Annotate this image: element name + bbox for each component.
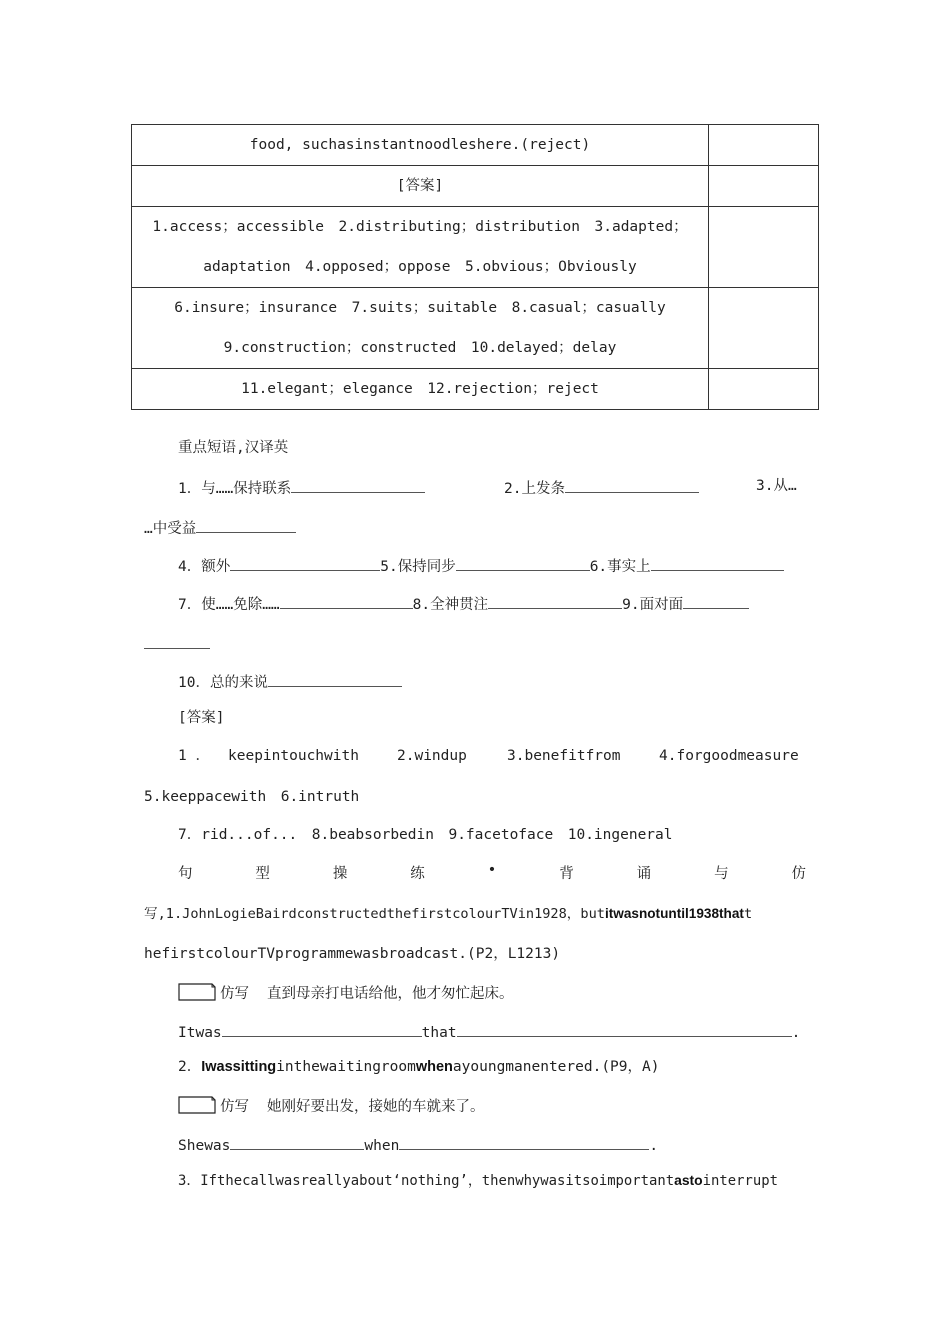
sentence-1-line2: hefirstcolourTVprogrammewasbroadcast.(P2，L1213)	[144, 946, 561, 962]
answer-blank[interactable]	[222, 1020, 422, 1037]
phrases-heading: 重点短语,汉译英	[178, 440, 289, 456]
answer-text: 2.windup	[397, 748, 467, 764]
table-cell-text: [答案]	[396, 178, 444, 194]
fill-row-1	[178, 1020, 800, 1043]
answer-text: 7．rid...of... 8.beabsorbedin 9.facetoface 10.ingeneral	[178, 827, 673, 843]
heading-char: 诵	[636, 866, 652, 882]
answer-blank[interactable]	[565, 476, 699, 493]
phrase-item	[178, 554, 784, 577]
answer-text: 5.keeppacewith 6.intruth	[144, 789, 360, 805]
fill-text: that	[421, 1025, 457, 1041]
sentence-2	[178, 1057, 659, 1077]
answer-text: 1 ．	[178, 748, 210, 764]
heading-char: 与	[714, 866, 729, 882]
table-cell-text: 6.insure；insurance 7.suits；suitable 8.casual；casually	[174, 300, 666, 316]
table-side-cell	[709, 125, 819, 166]
fill-text: Shewas	[178, 1138, 231, 1154]
phrase-text: 5.保持同步	[380, 559, 456, 575]
table-cell	[132, 288, 709, 369]
answer-label: [答案]	[178, 710, 225, 726]
answer-table	[131, 124, 819, 410]
heading-char: 型	[255, 866, 270, 882]
imitate-tag-icon	[178, 1096, 216, 1114]
fill-row-2	[178, 1133, 658, 1156]
answer-text: 4.forgoodmeasure	[659, 748, 799, 764]
imitate-tag-icon	[178, 983, 216, 1001]
phrase-text: 7．使……免除……	[178, 597, 280, 613]
phrase-text: …中受益	[144, 521, 197, 537]
table-row	[132, 369, 819, 410]
sentence-text: t	[743, 906, 753, 922]
imitate-row	[178, 983, 514, 1004]
table-cell	[132, 125, 709, 166]
answer-blank[interactable]	[280, 592, 413, 609]
table-cell-text: 9.construction；constructed 10.delayed；delay	[223, 340, 617, 356]
phrase-text: 6.事实上	[589, 559, 651, 575]
imitate-prompt: 直到母亲打电话给他，他才匆忙起床。	[267, 986, 514, 1002]
heading-char: •	[487, 862, 497, 878]
answer-blank[interactable]	[399, 1133, 649, 1150]
table-side-cell	[709, 288, 819, 369]
answer-blank[interactable]	[683, 592, 749, 609]
sentence-pattern: itwasnotuntil1938that	[604, 906, 744, 921]
sentence-pattern: Iwassitting	[201, 1059, 277, 1075]
phrase-item	[178, 476, 425, 499]
answer-blank[interactable]	[196, 516, 296, 533]
fill-text: .	[649, 1138, 659, 1154]
table-cell-text: food, suchasinstantnoodleshere.(reject)	[249, 137, 591, 153]
sentence-text: 2．	[178, 1059, 202, 1075]
answer-blank[interactable]	[230, 554, 380, 571]
sentence-text: 写,1.JohnLogieBairdconstructedthefirstcolourTVin1928，but	[144, 906, 605, 922]
heading-char: 操	[332, 866, 348, 882]
answer-blank[interactable]	[457, 1020, 792, 1037]
sentence-3	[178, 1170, 778, 1191]
table-cell-text: 1.access；accessible 2.distributing；distribution 3.adapted；	[152, 219, 688, 235]
heading-char: 仿	[791, 866, 806, 882]
sentence-text: interrupt	[702, 1173, 778, 1189]
fill-text: when	[364, 1138, 400, 1154]
table-side-cell	[709, 369, 819, 410]
table-side-cell	[709, 207, 819, 288]
imitate-label: 仿写	[220, 1099, 249, 1115]
answer-blank[interactable]	[456, 554, 590, 571]
table-cell	[132, 369, 709, 410]
heading-char: 句	[178, 866, 193, 882]
phrase-item: 3.从…	[756, 478, 797, 494]
answer-blank[interactable]	[144, 632, 210, 649]
table-cell	[132, 207, 709, 288]
phrase-item	[178, 592, 749, 615]
imitate-prompt: 她刚好要出发，接她的车就来了。	[267, 1099, 485, 1115]
sentence-pattern: when	[415, 1059, 453, 1075]
phrase-item	[504, 476, 699, 499]
phrase-item	[178, 670, 402, 693]
table-row	[132, 166, 819, 207]
phrase-continuation	[144, 632, 210, 655]
phrase-text: 10．总的来说	[178, 675, 268, 691]
table-row	[132, 288, 819, 369]
answer-blank[interactable]	[230, 1133, 364, 1150]
answer-blank[interactable]	[291, 476, 425, 493]
answer-blank[interactable]	[268, 670, 402, 687]
sentence-1	[144, 904, 752, 924]
phrase-text: 9.面对面	[622, 597, 684, 613]
imitate-row	[178, 1096, 485, 1117]
heading-char: 练	[410, 866, 425, 882]
sentence-pattern: asto	[674, 1172, 703, 1188]
table-row	[132, 207, 819, 288]
table-row	[132, 125, 819, 166]
table-cell-text: adaptation 4.opposed；oppose 5.obvious；Obviously	[203, 259, 637, 275]
phrase-text: 2.上发条	[504, 481, 565, 497]
sentence-text: inthewaitingroom	[276, 1059, 416, 1075]
answer-blank[interactable]	[488, 592, 622, 609]
imitate-label: 仿写	[220, 986, 249, 1002]
answer-text: keepintouchwith	[228, 748, 359, 764]
phrase-text: 1．与……保持联系	[178, 481, 292, 497]
answer-blank[interactable]	[651, 554, 784, 571]
sentence-text: ayoungmanentered.(P9，A)	[452, 1059, 660, 1075]
phrase-item	[144, 516, 296, 539]
sentence-text: 3．Ifthecallwasreallyabout‘nothing’，thenwhywasitsoimportant	[178, 1173, 675, 1189]
fill-text: .	[791, 1025, 801, 1041]
phrase-text: 8.全神贯注	[412, 597, 489, 613]
phrase-text: 4．额外	[178, 559, 231, 575]
table-side-cell	[709, 166, 819, 207]
table-cell-text: 11.elegant；elegance 12.rejection；reject	[241, 381, 599, 397]
fill-text: Itwas	[178, 1025, 222, 1041]
table-cell	[132, 166, 709, 207]
heading-char: 背	[559, 866, 574, 882]
sentence-heading	[178, 862, 806, 883]
answer-text: 3.benefitfrom	[507, 748, 621, 764]
